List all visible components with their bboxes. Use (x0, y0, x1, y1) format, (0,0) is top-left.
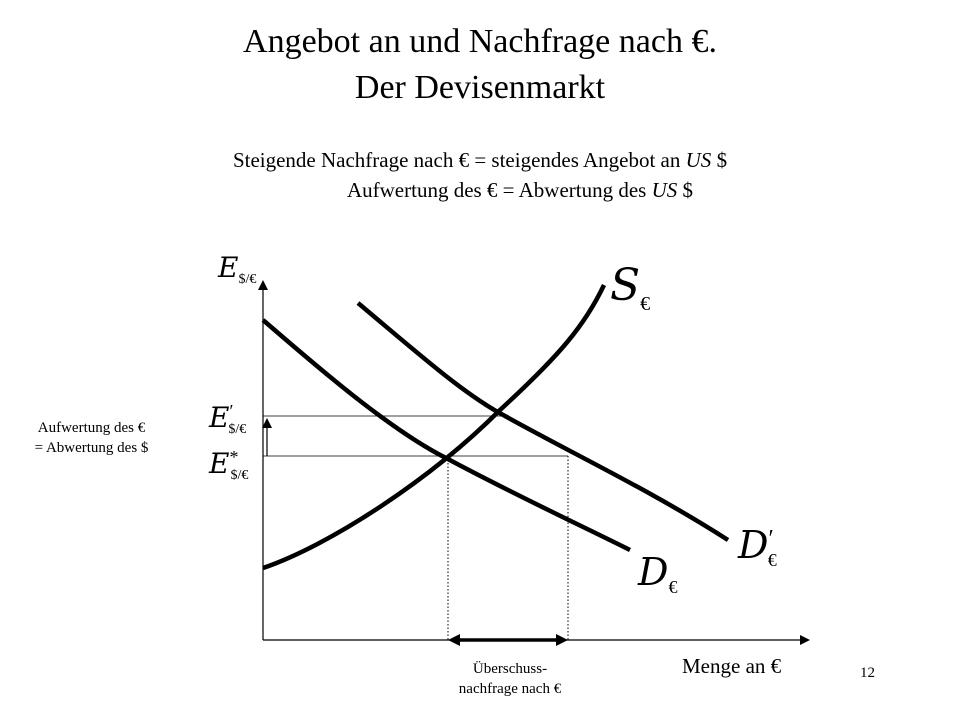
subtitle-line2-text: Aufwertung des € = Abwertung des (346, 178, 652, 202)
demand-label: $D_€$ (638, 550, 678, 597)
x-axis-label: Menge an € (682, 654, 782, 678)
demand-curve (263, 320, 630, 550)
demand-curve-new (358, 303, 728, 540)
page-number: 12 (860, 665, 875, 681)
subtitle-line1-us: US (685, 148, 712, 172)
e-star-label: E* $/€ (209, 447, 249, 483)
y-axis-label: $E_{\$/€}$ (218, 251, 257, 287)
excess-demand-label-line2: nachfrage nach € (458, 681, 562, 697)
excess-demand-label-line1: Überschuss- (472, 661, 548, 677)
side-note-line2: = Abwertung des $ (34, 440, 149, 456)
excess-demand-arrow-left-head (448, 634, 460, 646)
slide-title-line1: Angebot an und Nachfrage nach €. (243, 23, 717, 60)
demand-new-label: D′ € (738, 523, 777, 570)
subtitle-line1-dollar: $ (711, 148, 728, 172)
subtitle-line2-us: US (651, 178, 678, 202)
supply-curve (263, 285, 604, 568)
side-note-line1: Aufwertung des € (37, 420, 146, 436)
supply-label: $S_€$ (610, 260, 651, 315)
excess-demand-arrow-right-head (556, 634, 568, 646)
subtitle-line2-dollar: $ (677, 178, 694, 202)
e-prime-label: E′ $/€ (209, 401, 247, 437)
subtitle-line1-text: Steigende Nachfrage nach € = steigendes Angebot an (232, 148, 686, 172)
slide-title-line2: Der Devisenmarkt (354, 69, 606, 106)
